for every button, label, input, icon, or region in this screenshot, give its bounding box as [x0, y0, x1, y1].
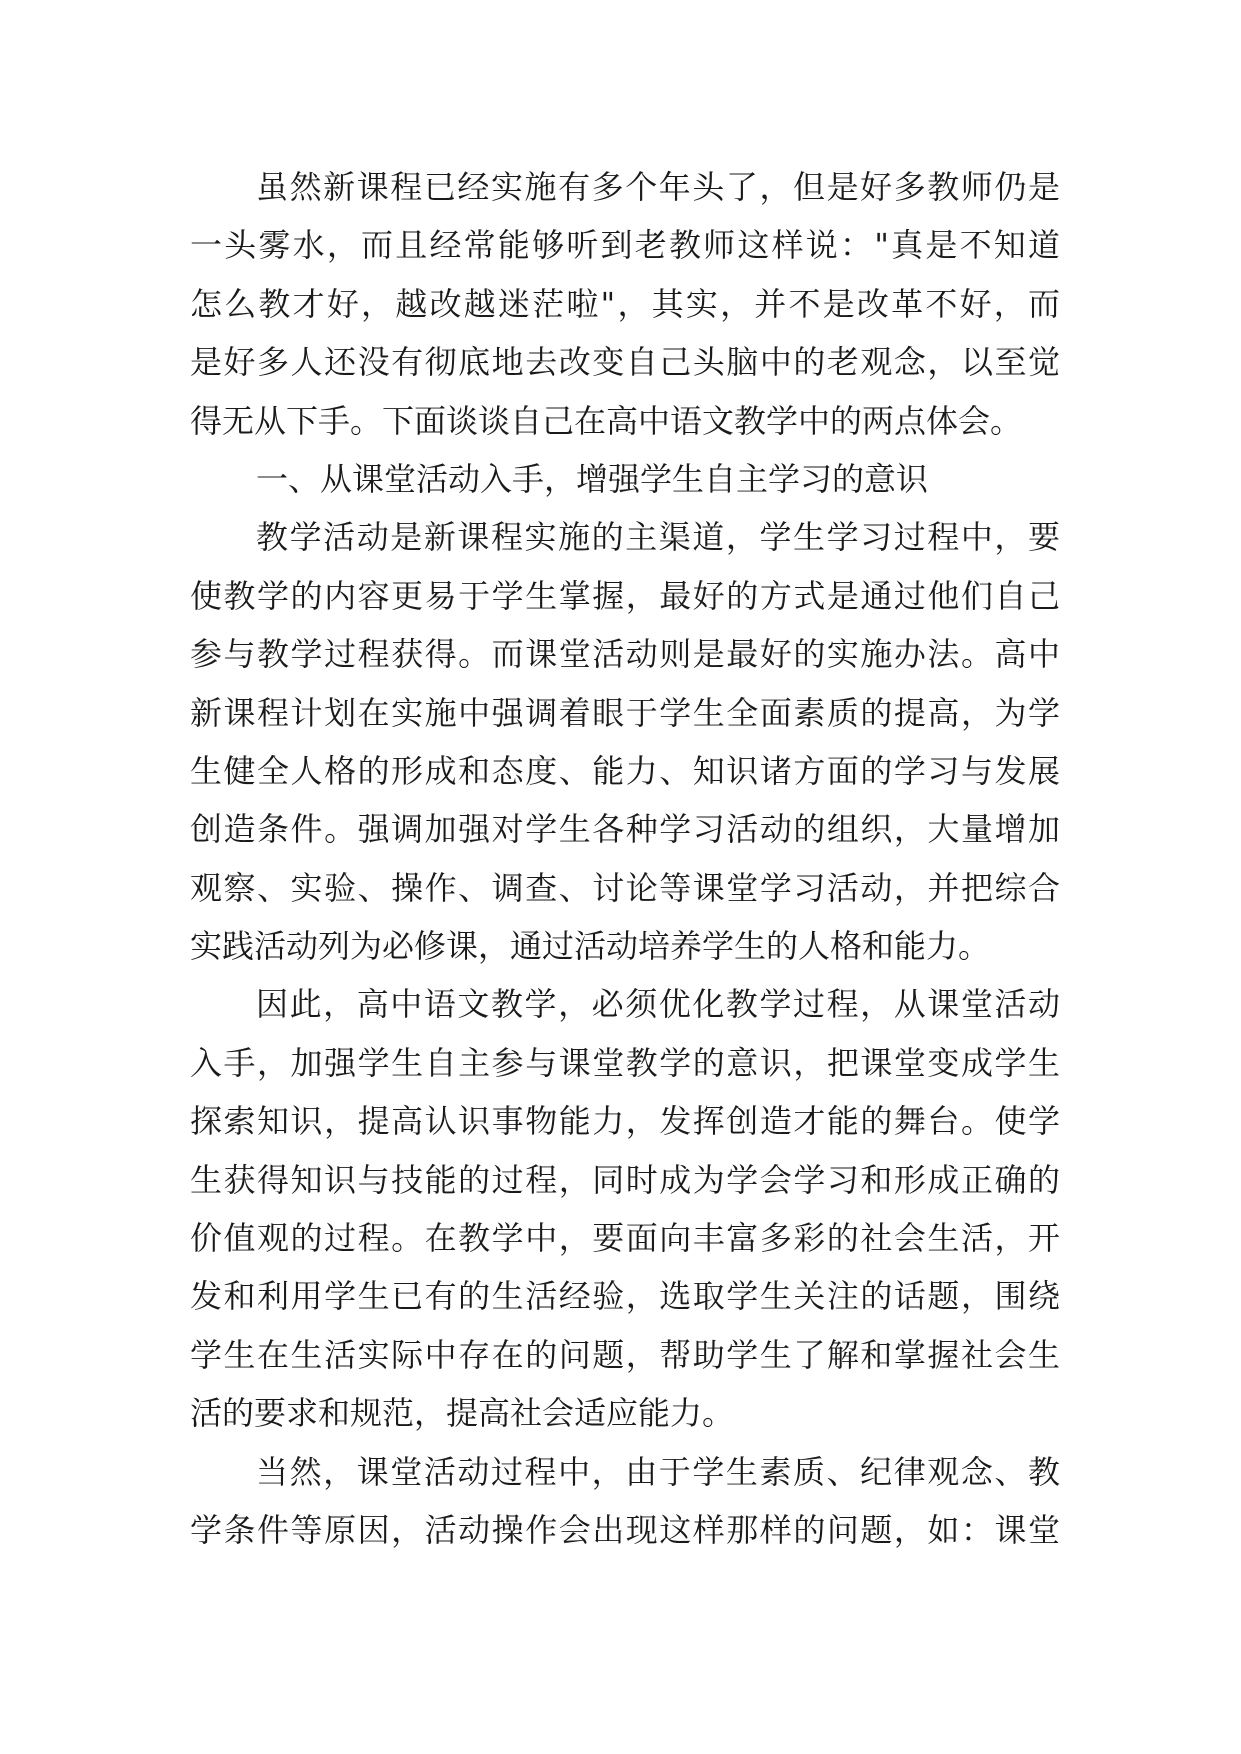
paragraph-line: 得无从下手。下面谈谈自己在高中语文教学中的两点体会。 [190, 401, 1023, 440]
paragraph-line: 虽然新课程已经实施有多个年头了，但是好多教师仍是 [256, 168, 1060, 206]
paragraph-classroom-activities [190, 508, 1060, 975]
paragraph-line: 是好多人还没有彻底地去改变自己头脑中的老观念，以至觉 [190, 343, 1060, 382]
paragraph-line: 实践活动列为必修课，通过活动培养学生的人格和能力。 [190, 927, 991, 966]
paragraph-line: 学生在生活实际中存在的问题，帮助学生了解和掌握社会生 [190, 1335, 1060, 1374]
paragraph-line: 怎么教才好，越改越迷茫啦"，其实，并不是改革不好，而 [190, 284, 1060, 323]
paragraph-line: 观察、实验、操作、调查、讨论等课堂学习活动，并把综合 [190, 868, 1060, 907]
paragraph-line: 价值观的过程。在教学中，要面向丰富多彩的社会生活，开 [190, 1219, 1060, 1258]
paragraph-of-course [190, 1443, 1060, 1560]
paragraph-line: 因此，高中语文教学，必须优化教学过程，从课堂活动 [256, 985, 1060, 1024]
paragraph-line: 活的要求和规范，提高社会适应能力。 [190, 1394, 735, 1433]
paragraph-line: 生健全人格的形成和态度、能力、知识诸方面的学习与发展 [190, 751, 1060, 790]
paragraph-line: 发和利用学生已有的生活经验，选取学生关注的话题，围绕 [190, 1277, 1060, 1316]
document-body [190, 158, 1060, 1559]
paragraph-line: 新课程计划在实施中强调着眼于学生全面素质的提高，为学 [190, 693, 1060, 732]
paragraph-line: 教学活动是新课程实施的主渠道，学生学习过程中，要 [256, 518, 1060, 557]
paragraph-line: 创造条件。强调加强对学生各种学习活动的组织，大量增加 [190, 810, 1060, 849]
paragraph-line: 一头雾水，而且经常能够听到老教师这样说："真是不知道 [190, 226, 1060, 265]
paragraph-line: 当然，课堂活动过程中，由于学生素质、纪律观念、教 [256, 1452, 1060, 1491]
paragraph-line: 生获得知识与技能的过程，同时成为学会学习和形成正确的 [190, 1160, 1060, 1199]
section-heading-text: 一、从课堂活动入手，增强学生自主学习的意识 [256, 459, 929, 498]
paragraph-intro [190, 158, 1060, 450]
paragraph-line: 使教学的内容更易于学生掌握，最好的方式是通过他们自己 [190, 576, 1060, 615]
paragraph-line: 入手，加强学生自主参与课堂教学的意识，把课堂变成学生 [190, 1043, 1060, 1082]
paragraph-line: 参与教学过程获得。而课堂活动则是最好的实施办法。高中 [190, 635, 1060, 674]
paragraph-line: 学条件等原因，活动操作会出现这样那样的问题，如：课堂 [190, 1510, 1060, 1549]
paragraph-line: 探索知识，提高认识事物能力，发挥创造才能的舞台。使学 [190, 1102, 1060, 1141]
paragraph-therefore [190, 975, 1060, 1442]
section-heading-1 [190, 450, 1060, 508]
